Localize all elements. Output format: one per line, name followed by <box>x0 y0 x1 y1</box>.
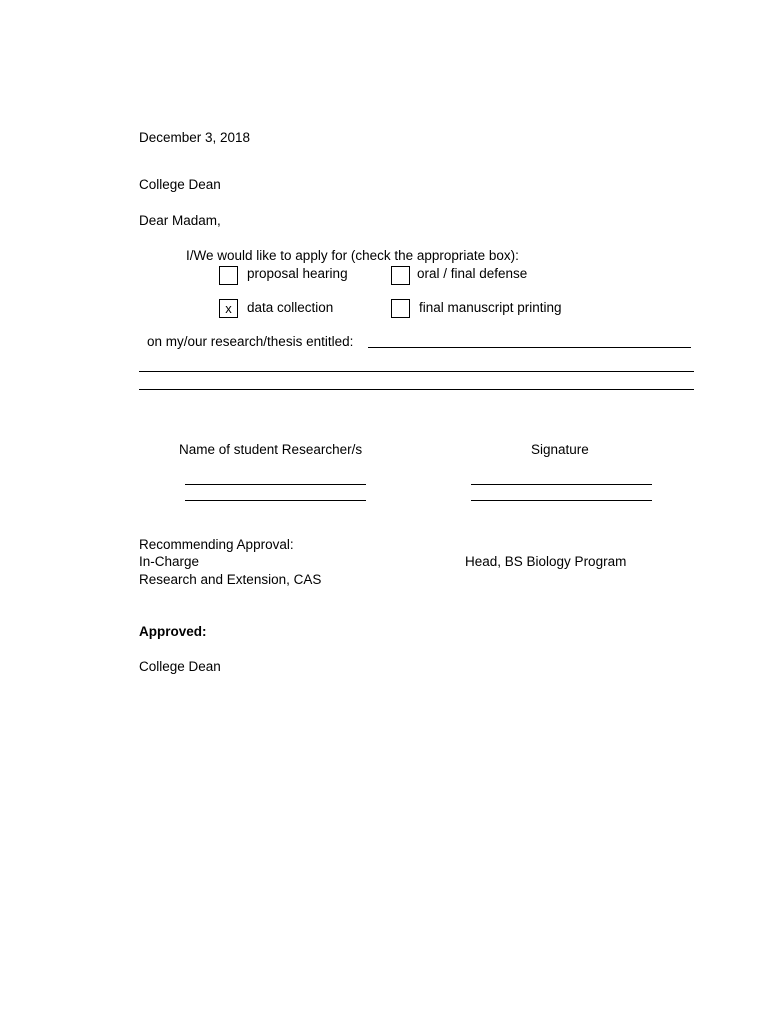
title-input-line[interactable] <box>368 347 691 348</box>
research-extension-title: Research and Extension, CAS <box>139 572 322 587</box>
checkbox-final-manuscript-printing[interactable] <box>391 299 410 318</box>
recommending-approval-heading: Recommending Approval: <box>139 537 294 552</box>
checkbox-oral-final-defense[interactable] <box>391 266 410 285</box>
approved-heading: Approved: <box>139 624 207 639</box>
letter-date: December 3, 2018 <box>139 130 251 145</box>
program-head-title: Head, BS Biology Program <box>465 554 627 569</box>
option-label-data-collection: data collection <box>247 300 334 315</box>
title-continuation-line-2[interactable] <box>139 389 694 390</box>
title-prompt: on my/our research/thesis entitled: <box>147 334 354 349</box>
signature-header: Signature <box>531 442 589 457</box>
salutation: Dear Madam, <box>139 213 221 228</box>
recipient: College Dean <box>139 177 221 192</box>
option-label-oral-final-defense: oral / final defense <box>417 266 528 281</box>
researcher-name-line-1[interactable] <box>185 484 366 485</box>
checkbox-data-collection[interactable]: x <box>219 299 238 318</box>
in-charge-title: In-Charge <box>139 554 200 569</box>
researcher-name-header: Name of student Researcher/s <box>179 442 363 457</box>
title-continuation-line-1[interactable] <box>139 371 694 372</box>
researcher-name-line-2[interactable] <box>185 500 366 501</box>
option-label-final-manuscript-printing: final manuscript printing <box>419 300 562 315</box>
checkbox-proposal-hearing[interactable] <box>219 266 238 285</box>
option-label-proposal-hearing: proposal hearing <box>247 266 348 281</box>
signature-line-1[interactable] <box>471 484 652 485</box>
intro-text: I/We would like to apply for (check the appropriate box): <box>186 248 519 263</box>
approver-title: College Dean <box>139 659 221 674</box>
signature-line-2[interactable] <box>471 500 652 501</box>
